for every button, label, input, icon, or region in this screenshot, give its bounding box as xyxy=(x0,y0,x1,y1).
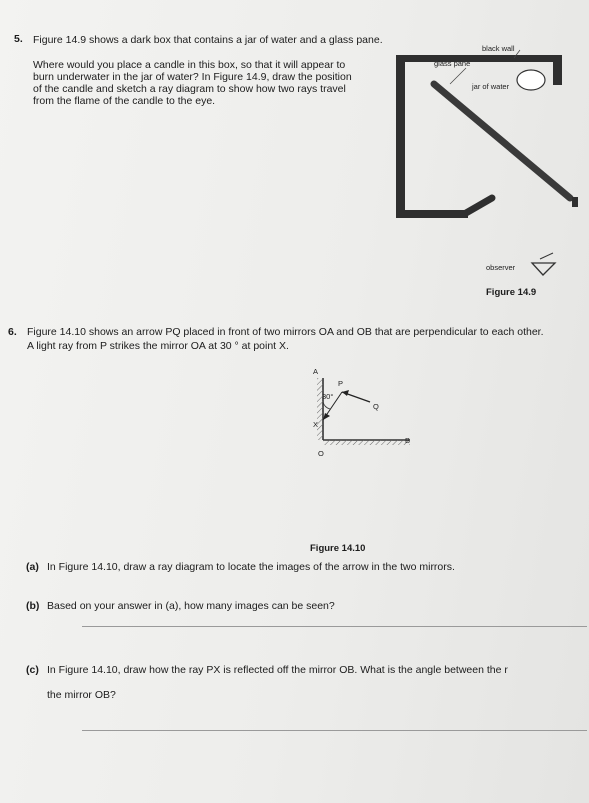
label-black-wall: black wall xyxy=(482,44,515,53)
part-c-answer-line[interactable] xyxy=(82,730,587,731)
part-c-label: (c) xyxy=(26,664,39,676)
figure-14-9-caption: Figure 14.9 xyxy=(486,287,537,298)
figure-14-10-caption: Figure 14.10 xyxy=(310,543,366,554)
question-6-line-1: Figure 14.10 shows an arrow PQ placed in front of two mirrors OA and OB that are perpendicular to each other. xyxy=(27,326,544,338)
part-b-label: (b) xyxy=(26,600,40,612)
label-angle-30: 30° xyxy=(322,392,334,401)
question-5-number: 5. xyxy=(14,33,23,45)
ray-px-head xyxy=(323,413,330,420)
angle-arc xyxy=(323,402,330,409)
part-b-answer-line[interactable] xyxy=(82,626,587,627)
part-c-text: In Figure 14.10, draw how the ray PX is reflected off the mirror OB. What is the angle between the r xyxy=(47,664,508,676)
label-a: A xyxy=(313,367,319,376)
label-o: O xyxy=(318,449,324,458)
label-glass-pane: glass pane xyxy=(434,59,471,68)
label-x: X xyxy=(313,420,319,429)
question-5-line-1: Figure 14.9 shows a dark box that contains a jar of water and a glass pane. xyxy=(33,34,383,46)
part-a-text: In Figure 14.10, draw a ray diagram to locate the images of the arrow in the two mirrors. xyxy=(47,561,455,573)
label-q: Q xyxy=(373,402,379,411)
question-5-line-2: Where would you place a candle in this box, so that it will appear to xyxy=(33,59,346,71)
question-5-line-4: of the candle and sketch a ray diagram to show how two rays travel xyxy=(33,83,346,95)
question-5-line-5: from the flame of the candle to the eye. xyxy=(33,95,216,107)
question-6-number: 6. xyxy=(8,326,17,338)
mirror-ob-hatching xyxy=(323,440,410,445)
label-jar-of-water: jar of water xyxy=(472,82,510,91)
question-6-line-2: A light ray from P strikes the mirror OA at 30 ° at point X. xyxy=(27,340,289,352)
part-a-label: (a) xyxy=(26,561,39,573)
mirror-oa-hatching xyxy=(317,378,323,440)
label-observer: observer xyxy=(486,263,516,272)
label-p: P xyxy=(338,379,344,388)
part-c-text-continued: the mirror OB? xyxy=(47,689,116,701)
label-b: B xyxy=(405,436,411,445)
part-b-text: Based on your answer in (a), how many images can be seen? xyxy=(47,600,335,612)
question-5-line-3: burn underwater in the jar of water? In Figure 14.9, draw the position xyxy=(33,71,352,83)
